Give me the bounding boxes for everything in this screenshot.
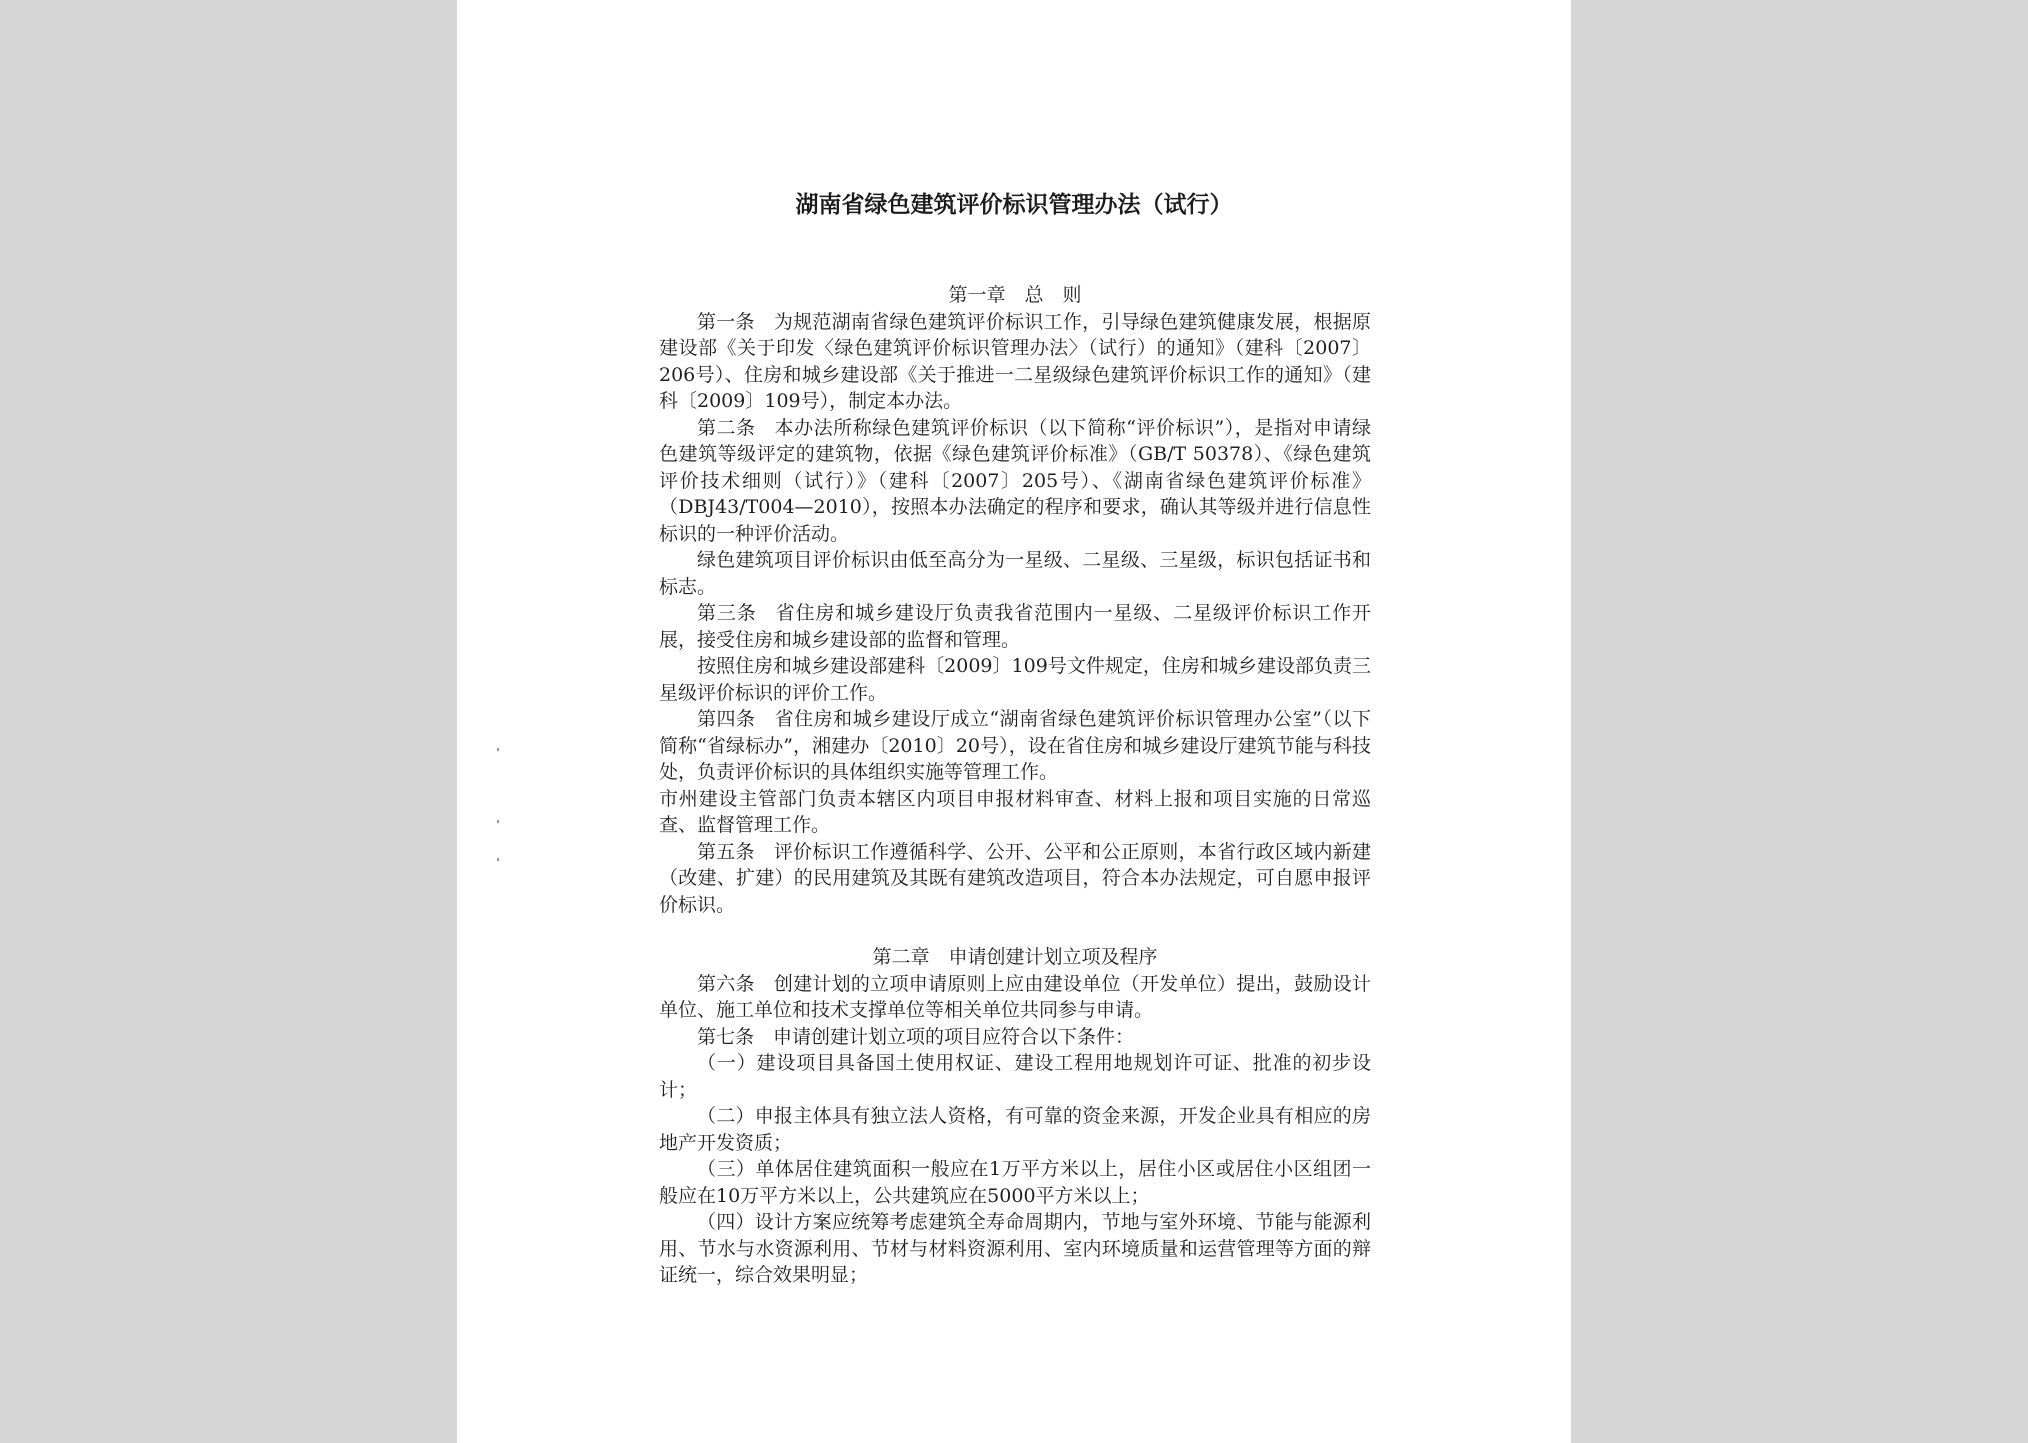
- paragraph-text: 绿色建筑项目评价标识由低至高分为一星级、二星级、三星级，标识包括证书和标志。: [659, 549, 1371, 598]
- article-number: 第二条: [697, 416, 756, 439]
- paragraph: [659, 1024, 1371, 1051]
- paragraph-text: 省住房和城乡建设厅成立“湖南省绿色建筑评价标识管理办公室”（以下简称“省绿标办”，湘建办〔2010〕20号），设在省住房和城乡建设厅建筑节能与科技处，负责评价标识的具体组织实施等管理工作。: [659, 708, 1371, 783]
- paragraph: [659, 547, 1371, 600]
- paragraph: [659, 653, 1371, 706]
- paragraph: [659, 309, 1371, 415]
- paragraph: [659, 971, 1371, 1024]
- paragraph-text: 按照住房和城乡建设部建科〔2009〕109号文件规定，住房和城乡建设部负责三星级评价标识的评价工作。: [659, 655, 1371, 704]
- scan-mark: [497, 748, 499, 751]
- document-body: [659, 282, 1371, 1289]
- paragraph: [659, 1103, 1371, 1156]
- chapter-heading-1: 第一章 总 则: [948, 284, 1082, 306]
- paragraph: [659, 415, 1371, 548]
- paragraph: [659, 1050, 1371, 1103]
- article-number: 第五条: [697, 840, 755, 863]
- article-number: 第六条: [697, 972, 755, 995]
- paragraph: [659, 1209, 1371, 1289]
- article-number: 第三条: [697, 602, 757, 624]
- article-number: 第四条: [697, 708, 756, 730]
- paragraph-text: （四）设计方案应统筹考虑建筑全寿命周期内，节地与室外环境、节能与能源利用、节水与水资源利用、节材与材料资源利用、室内环境质量和运营管理等方面的辩证统一，综合效果明显；: [659, 1211, 1371, 1286]
- chapter-2-body: [659, 971, 1371, 1289]
- paragraph-text: （一）建设项目具备国土使用权证、建设工程用地规划许可证、批准的初步设计；: [659, 1052, 1371, 1101]
- paragraph: [659, 839, 1371, 919]
- paragraph: [659, 706, 1371, 786]
- chapter-heading-2: 第二章 申请创建计划立项及程序: [872, 946, 1158, 968]
- chapter-1-body: [659, 309, 1371, 919]
- article-number: 第七条: [697, 1025, 755, 1048]
- scan-mark: [497, 858, 499, 861]
- scan-mark: [497, 820, 499, 823]
- document-page: [457, 0, 1571, 1443]
- paragraph: [659, 1156, 1371, 1209]
- paragraph: [659, 600, 1371, 653]
- paragraph-text: （二）申报主体具有独立法人资格，有可靠的资金来源，开发企业具有相应的房地产开发资质；: [659, 1105, 1371, 1154]
- paragraph-text: 为规范湖南省绿色建筑评价标识工作，引导绿色建筑健康发展，根据原建设部《关于印发〈绿色建筑评价标识管理办法〉（试行）的通知》（建科〔2007〕206号）、住房和城乡建设部《关于推进一二星级绿色建筑评价标识工作的通知》（建科〔2009〕109号），制定本办法。: [659, 310, 1371, 412]
- paragraph-text: 本办法所称绿色建筑评价标识（以下简称“评价标识”），是指对申请绿色建筑等级评定的建筑物，依据《绿色建筑评价标准》（GB/T 50378）、《绿色建筑评价技术细则（试行）》（建科〔2007〕205号）、《湖南省绿色建筑评价标准》（DBJ43/T004—2010），按照本办法确定的程序和要求，确认其等级并进行信息性标识的一种评价活动。: [659, 416, 1371, 545]
- paragraph-text: 市州建设主管部门负责本辖区内项目申报材料审查、材料上报和项目实施的日常巡查、监督管理工作。: [659, 787, 1371, 836]
- paragraph-text: （三）单体居住建筑面积一般应在1万平方米以上，居住小区或居住小区组团一般应在10万平方米以上，公共建筑应在5000平方米以上；: [659, 1158, 1371, 1207]
- paragraph-text: 创建计划的立项申请原则上应由建设单位（开发单位）提出，鼓励设计单位、施工单位和技术支撑单位等相关单位共同参与申请。: [659, 972, 1371, 1021]
- paragraph: [659, 786, 1371, 839]
- paragraph-text: 省住房和城乡建设厅负责我省范围内一星级、二星级评价标识工作开展，接受住房和城乡建设部的监督和管理。: [659, 602, 1371, 651]
- paragraph-text: 评价标识工作遵循科学、公开、公平和公正原则，本省行政区域内新建（改建、扩建）的民用建筑及其既有建筑改造项目，符合本办法规定，可自愿申报评价标识。: [659, 840, 1371, 916]
- document-title: 湖南省绿色建筑评价标识管理办法（试行）: [795, 191, 1233, 218]
- article-number: 第一条: [697, 310, 755, 333]
- paragraph-text: 申请创建计划立项的项目应符合以下条件：: [773, 1025, 1135, 1048]
